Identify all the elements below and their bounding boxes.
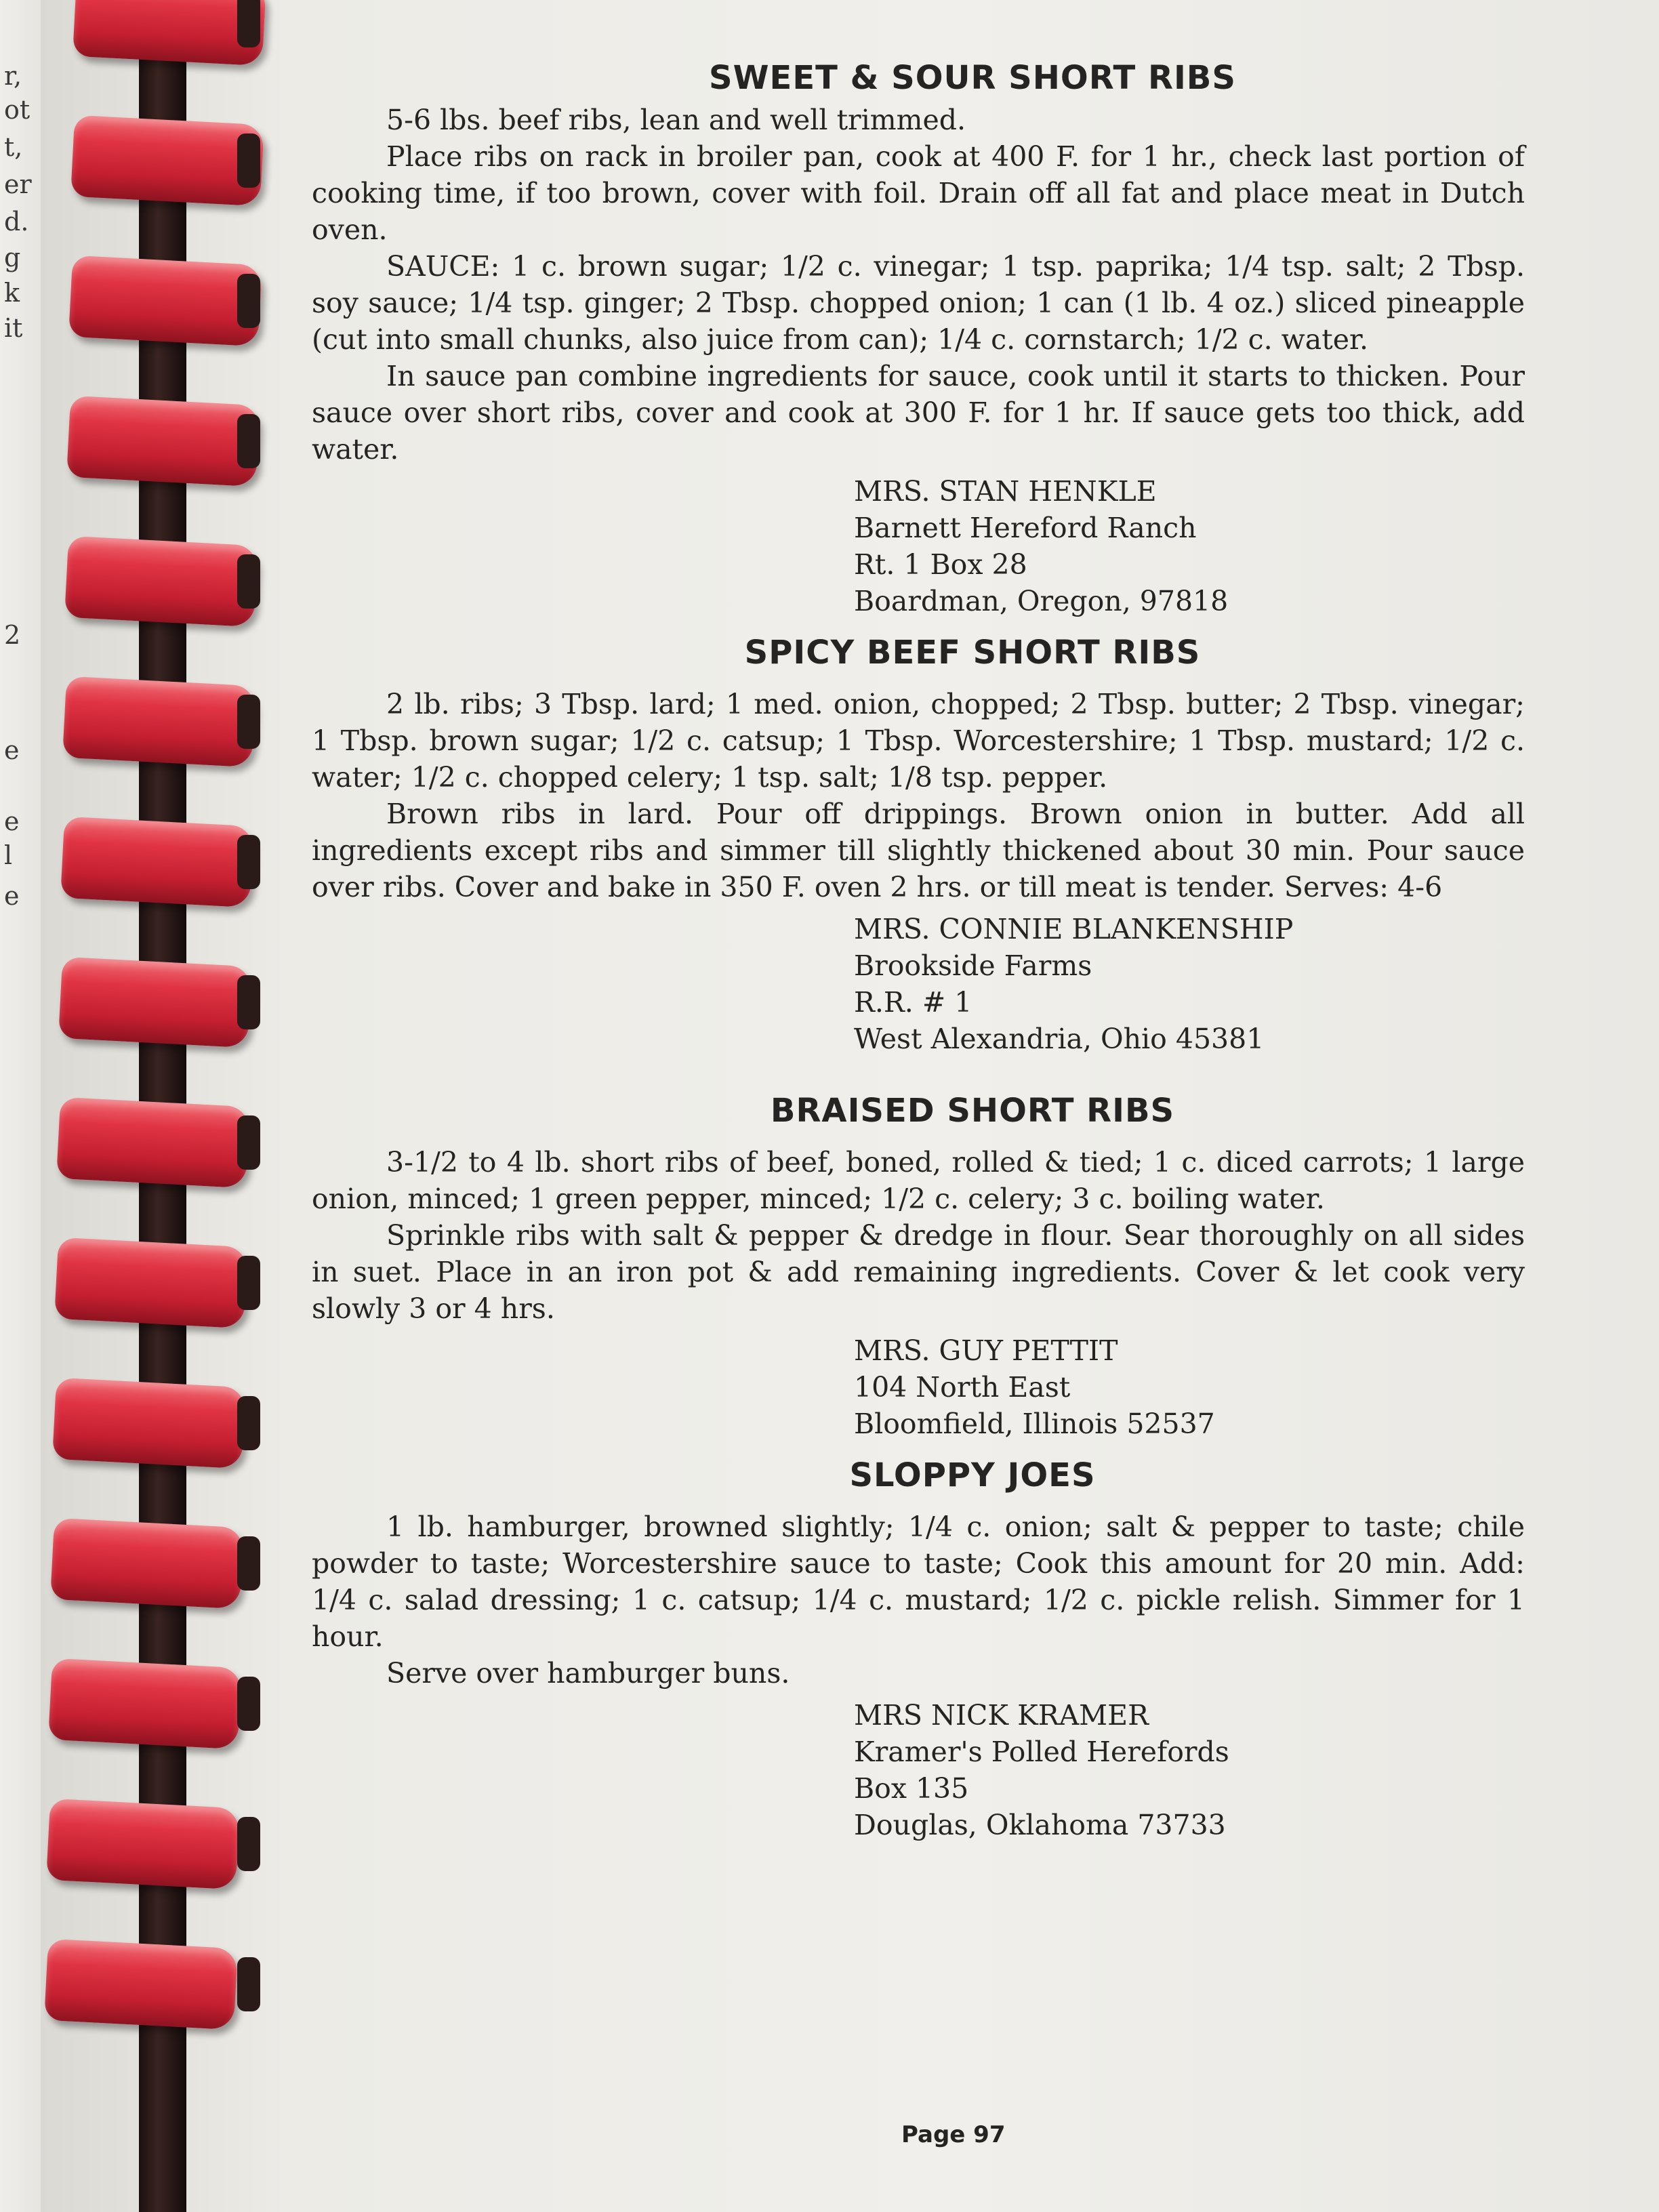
edge-fragment: d. xyxy=(4,207,29,237)
recipe-sweet-sour-short-ribs xyxy=(312,54,1525,619)
serving-note: Serve over hamburger buns. xyxy=(386,1657,790,1689)
contributor-address-line: Boardman, Oregon, 97818 xyxy=(854,585,1229,617)
contributor-name: MRS. GUY PETTIT xyxy=(854,1334,1118,1367)
contributor-address-line: Douglas, Oklahoma 73733 xyxy=(854,1809,1226,1841)
binding-coil xyxy=(56,1097,250,1188)
contributor-signature xyxy=(854,911,1525,1057)
contributor-signature xyxy=(854,1332,1525,1442)
punch-hole xyxy=(237,1115,260,1170)
recipe-sloppy-joes xyxy=(312,1452,1525,1843)
recipe-title: BRAISED SHORT RIBS xyxy=(770,1092,1175,1130)
recipe-title: SLOPPY JOES xyxy=(849,1456,1096,1494)
punch-hole xyxy=(237,414,260,468)
punch-hole xyxy=(237,975,260,1029)
edge-fragment: g xyxy=(4,243,21,272)
binding-coil xyxy=(66,396,260,487)
binding-coil xyxy=(62,676,256,767)
punch-hole xyxy=(237,695,260,749)
contributor-signature xyxy=(854,473,1525,619)
punch-hole xyxy=(237,835,260,889)
contributor-address-line: Kramer's Polled Herefords xyxy=(854,1736,1229,1768)
contributor-address-line: Bloomfield, Illinois 52537 xyxy=(854,1408,1215,1440)
recipe-spicy-beef-short-ribs xyxy=(312,629,1525,1057)
contributor-address-line: Rt. 1 Box 28 xyxy=(854,548,1027,581)
edge-fragment: ot xyxy=(4,95,30,125)
ingredients-line: 5-6 lbs. beef ribs, lean and well trimmed. xyxy=(386,104,966,136)
contributor-address-line: R.R. # 1 xyxy=(854,986,972,1019)
punch-hole xyxy=(237,134,260,188)
contributor-signature xyxy=(854,1697,1525,1843)
punch-hole xyxy=(237,1536,260,1591)
binding-coil xyxy=(48,1658,242,1749)
punch-hole xyxy=(237,1957,260,2011)
edge-fragment: it xyxy=(4,313,23,343)
punch-hole xyxy=(237,0,260,47)
punch-hole xyxy=(237,1256,260,1310)
binding-coil xyxy=(60,817,254,907)
recipe-title: SWEET & SOUR SHORT RIBS xyxy=(709,59,1236,97)
contributor-name: MRS. STAN HENKLE xyxy=(854,475,1157,508)
ingredients-list: 3-1/2 to 4 lb. short ribs of beef, boned, rolled & tied; 1 c. diced carrots; 1 large onion, minced; 1 green pepper, minced; 1/2 c. celery; 3 c. boiling water. xyxy=(312,1146,1525,1215)
ingredients-and-instructions: 1 lb. hamburger, browned slightly; 1/4 c. onion; salt & pepper to taste; chile powder to taste; Worcestershire sauce to taste; Cook this amount for 20 min. Add: 1/4 c. salad dressing; 1 c. catsup; 1/4 c. mustard; 1/2 c. pickle relish. Simmer for 1 hour. xyxy=(312,1511,1525,1653)
instructions: Sprinkle ribs with salt & pepper & dredge in flour. Sear thoroughly on all sides in suet. Place in an iron pot & add remaining ingredients. Cover & let cook very slowly 3 or 4 hrs. xyxy=(312,1219,1525,1325)
binding-coil xyxy=(52,1378,246,1469)
contributor-name: MRS NICK KRAMER xyxy=(854,1699,1149,1732)
sauce-ingredients: SAUCE: 1 c. brown sugar; 1/2 c. vinegar; 1 tsp. paprika; 1/4 tsp. salt; 2 Tbsp. soy sauce; 1/4 tsp. ginger; 2 Tbsp. chopped onion; 1 can (1 lb. 4 oz.) sliced pineapple (cut into small chunks, also juice from can); 1/4 c. cornstarch; 1/2 c. water. xyxy=(312,250,1525,356)
instructions: Place ribs on rack in broiler pan, cook at 400 F. for 1 hr., check last portion of cooking time, if too brown, cover with foil. Drain off all fat and place meat in Dutch oven. xyxy=(312,140,1525,246)
contributor-address-line: Box 135 xyxy=(854,1772,969,1805)
binding-coil xyxy=(70,115,264,206)
instructions: In sauce pan combine ingredients for sauce, cook until it starts to thicken. Pour sauce over short ribs, cover and cook at 300 F. for 1 hr. If sauce gets too thick, add water. xyxy=(312,360,1525,466)
binding-coil xyxy=(44,1939,238,2030)
punch-hole xyxy=(237,1677,260,1731)
contributor-address-line: Brookside Farms xyxy=(854,949,1092,982)
contributor-address-line: West Alexandria, Ohio 45381 xyxy=(854,1023,1265,1055)
edge-fragment: er xyxy=(4,169,32,199)
edge-fragment: l xyxy=(4,840,13,870)
binding-coil xyxy=(68,255,262,346)
edge-fragment: e xyxy=(4,735,20,765)
ingredients-list: 2 lb. ribs; 3 Tbsp. lard; 1 med. onion, chopped; 2 Tbsp. butter; 2 Tbsp. vinegar; 1 Tbsp. brown sugar; 1/2 c. catsup; 1 Tbsp. Worcestershire; 1 Tbsp. mustard; 1/2 c. water; 1/2 c. chopped celery; 1 tsp. salt; 1/8 tsp. pepper. xyxy=(312,688,1525,794)
binding-coil xyxy=(58,957,252,1048)
punch-hole xyxy=(237,1817,260,1871)
instructions: Brown ribs in lard. Pour off drippings. Brown onion in butter. Add all ingredients except ribs and simmer till slightly thickened about 30 min. Pour sauce over ribs. Cover and bake in 350 F. oven 2 hrs. or till meat is tender. Serves: 4-6 xyxy=(312,798,1525,903)
edge-fragment: k xyxy=(4,278,20,308)
recipe-column xyxy=(312,54,1525,1843)
recipe-braised-short-ribs xyxy=(312,1087,1525,1442)
binding-coil xyxy=(54,1237,248,1328)
contributor-address-line: 104 North East xyxy=(854,1371,1071,1404)
recipe-title: SPICY BEEF SHORT RIBS xyxy=(744,634,1201,672)
contributor-address-line: Barnett Hereford Ranch xyxy=(854,512,1197,544)
edge-fragment: e xyxy=(4,881,20,911)
binding-coil xyxy=(64,536,258,627)
punch-hole xyxy=(237,1396,260,1450)
binding-coil xyxy=(46,1799,240,1889)
edge-fragment: t, xyxy=(4,132,23,162)
spiral-binding xyxy=(27,0,271,2212)
punch-hole xyxy=(237,274,260,328)
binding-coil xyxy=(50,1518,244,1609)
contributor-name: MRS. CONNIE BLANKENSHIP xyxy=(854,913,1294,945)
punch-hole xyxy=(237,554,260,609)
page-number: Page 97 xyxy=(901,2121,1006,2148)
edge-fragment: 2 xyxy=(4,620,21,650)
edge-fragment: r, xyxy=(4,61,22,91)
edge-fragment: e xyxy=(4,806,20,836)
